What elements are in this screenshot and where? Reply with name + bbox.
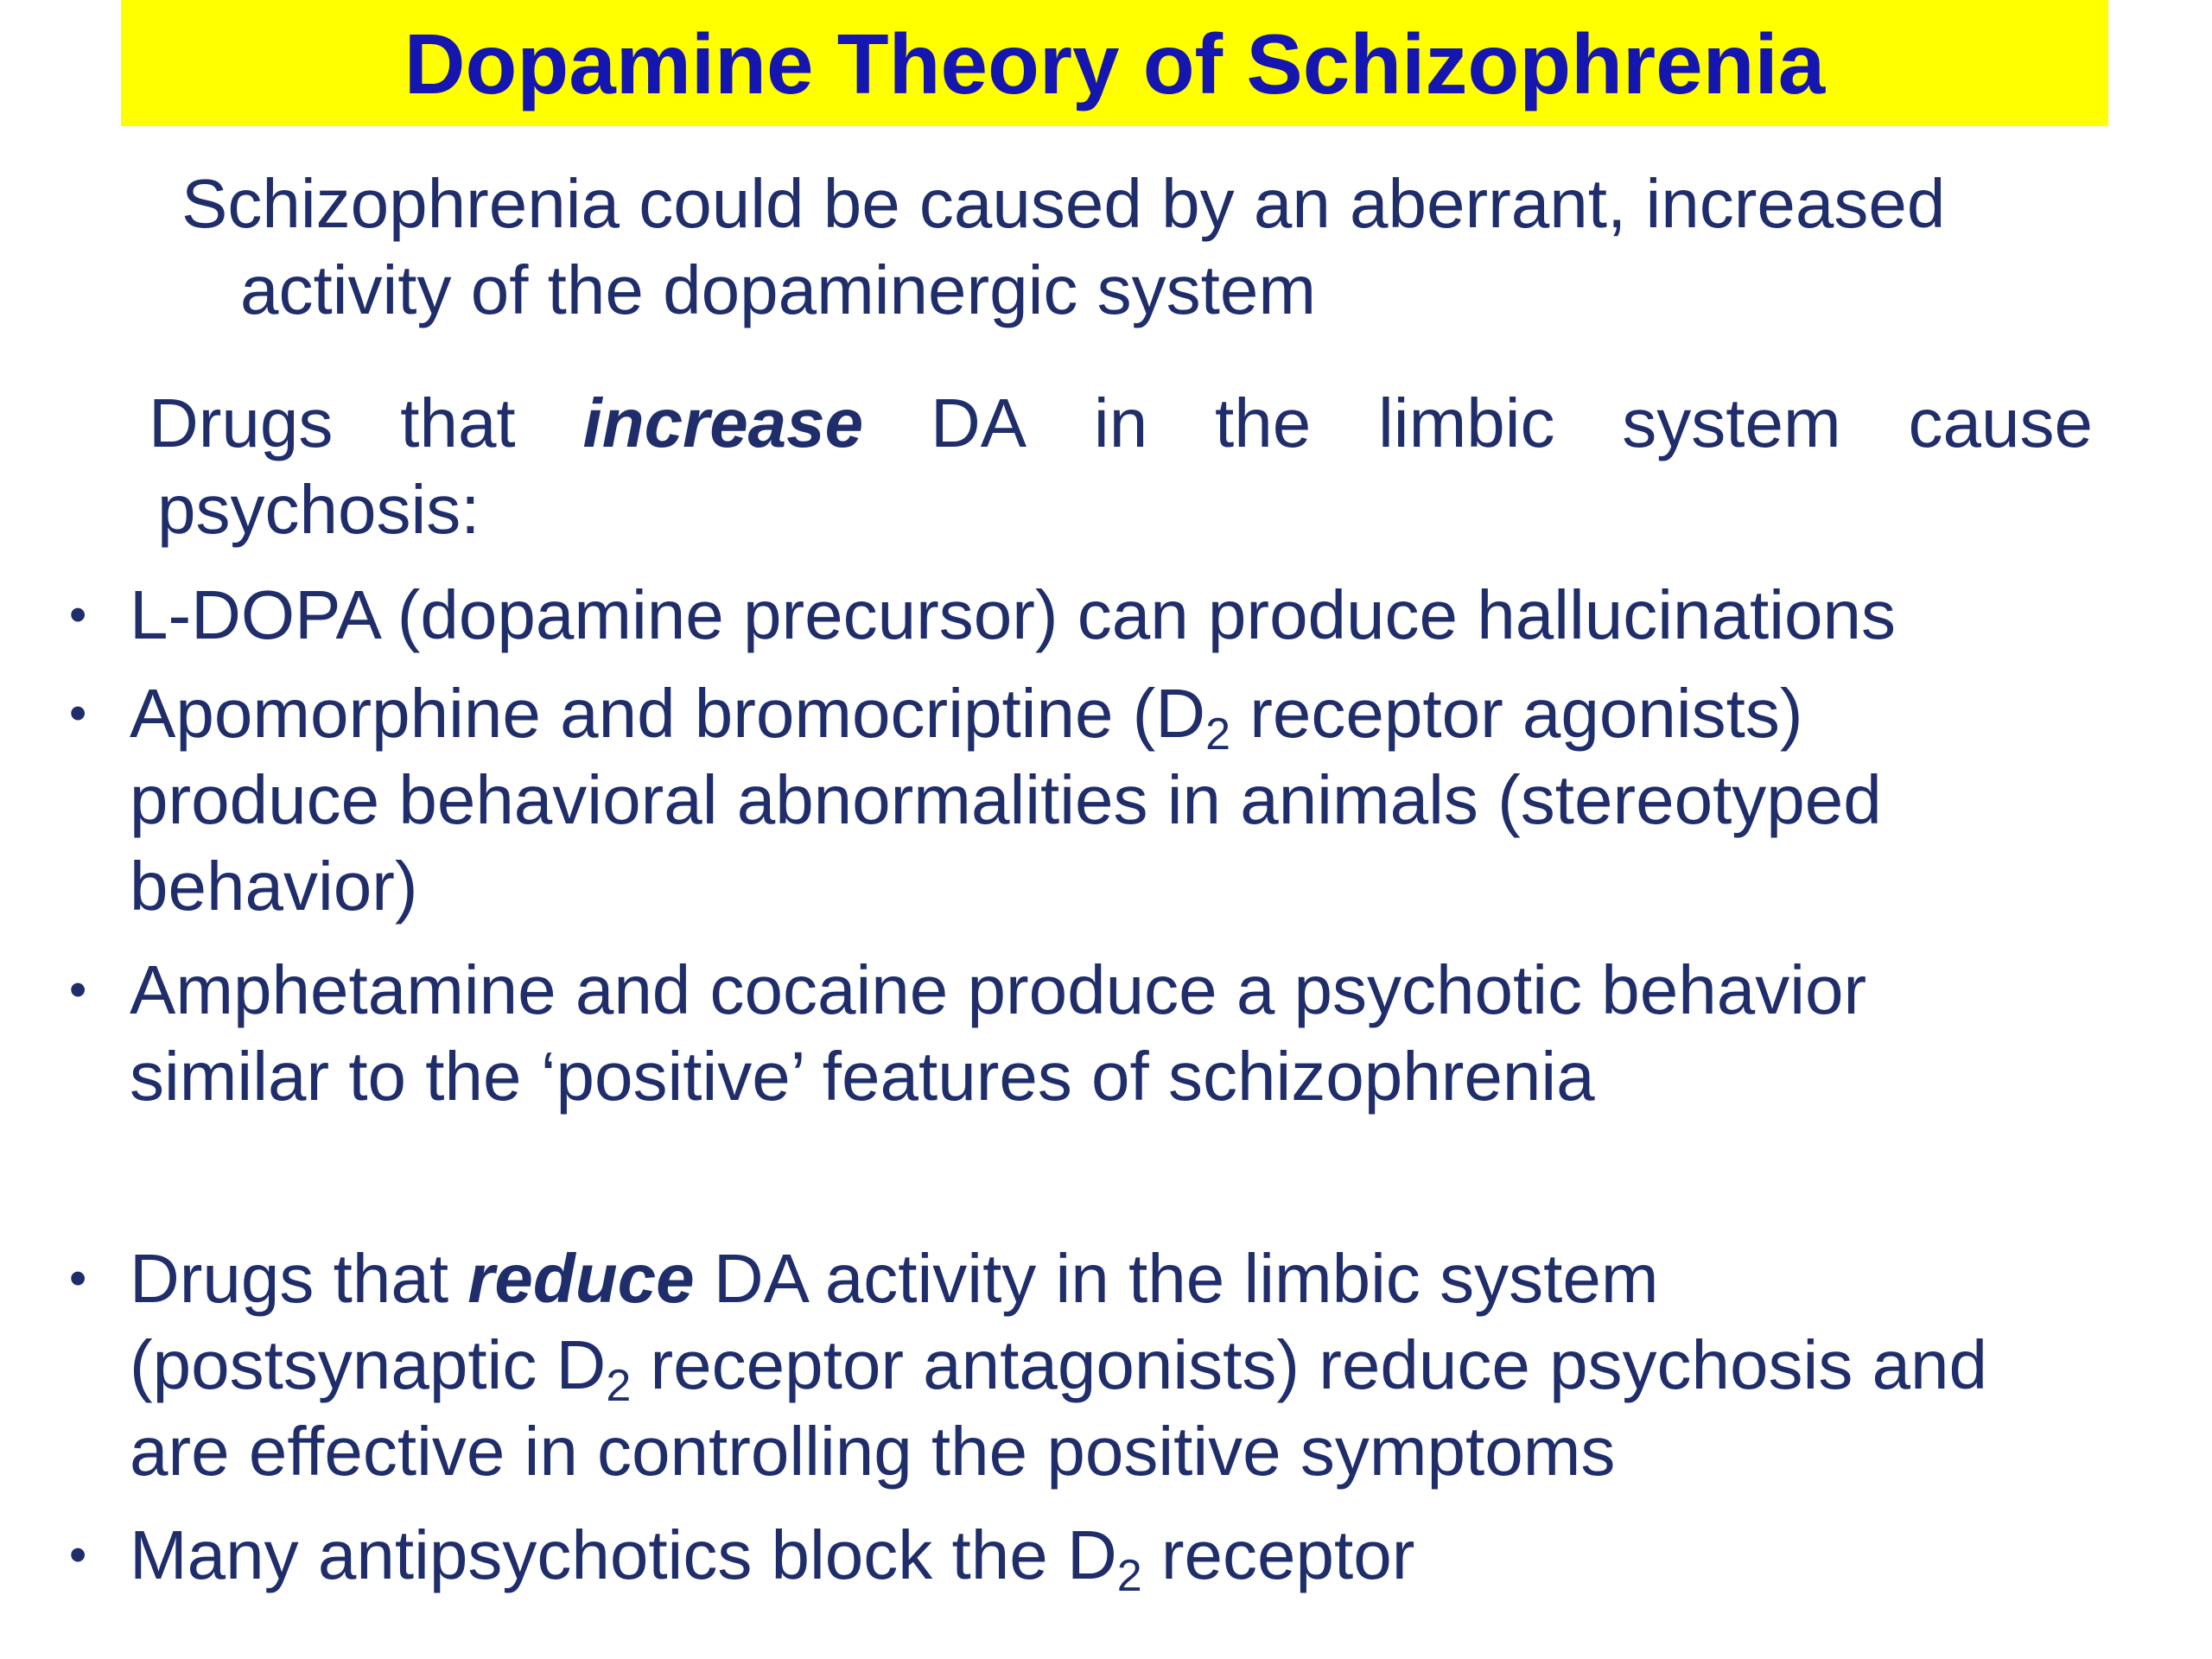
bullet-line-1: Amphetamine and cocaine produce a psychotic behavior: [130, 951, 1867, 1028]
word: limbic: [1378, 385, 1555, 461]
word: Drugs: [149, 385, 334, 461]
bullet-dot: •: [69, 1527, 87, 1583]
bullet-line-2: (postsynaptic $D_2$ receptor antagonists) reduce psychosis and: [130, 1326, 1988, 1411]
bullet-dot: •: [69, 685, 87, 741]
intro-paragraph: [181, 161, 2100, 334]
intro-line-2: activity of the dopaminergic system: [240, 251, 1316, 328]
word: in: [1093, 385, 1148, 461]
bullet-line-1: Apomorphine and bromocriptine ($D_2$ receptor agonists): [130, 675, 1803, 760]
bullet-line-1: Drugs that reduce DA activity in the limbic system: [130, 1240, 1659, 1317]
bullet-text: Many antipsychotics block the $D_2$ receptor: [130, 1516, 1415, 1601]
bullet-line-2: produce behavioral abnormalities in animals (stereotyped: [130, 761, 1882, 838]
bullet-dot: •: [69, 962, 87, 1018]
emphasis-increase: increase: [582, 385, 864, 461]
subscript: 2: [606, 1361, 632, 1411]
subscript: 2: [1116, 1551, 1142, 1601]
increase-line-1: [149, 380, 2093, 467]
bullet-line-3: are effective in controlling the positive symptoms: [130, 1413, 1616, 1490]
bullet-dot: •: [69, 587, 87, 643]
bullet-line-2: similar to the ‘positive’ features of schizophrenia: [130, 1038, 1595, 1115]
page-title: Dopamine Theory of Schizophrenia: [404, 16, 1826, 111]
word: DA: [930, 385, 1027, 461]
bullet-line-3: behavior): [130, 848, 418, 925]
increase-paragraph: [149, 380, 2093, 553]
emphasis-reduce: reduce: [467, 1240, 695, 1317]
intro-line-1: Schizophrenia could be caused by an aberrant, increased: [181, 165, 1946, 242]
bullet-dot: •: [69, 1250, 87, 1306]
subscript: 2: [1205, 709, 1230, 760]
word: cause: [1908, 385, 2093, 461]
title-banner: [121, 0, 2108, 126]
bullet-text: [130, 1236, 2108, 1495]
bullet-text: [130, 947, 2108, 1120]
bullet-text: [130, 671, 2108, 930]
word: system: [1622, 385, 1841, 461]
bullet-text: L-DOPA (dopamine precursor) can produce hallucinations: [130, 576, 1897, 653]
increase-line-2: psychosis:: [157, 471, 480, 548]
word: that: [400, 385, 516, 461]
word: the: [1215, 385, 1312, 461]
